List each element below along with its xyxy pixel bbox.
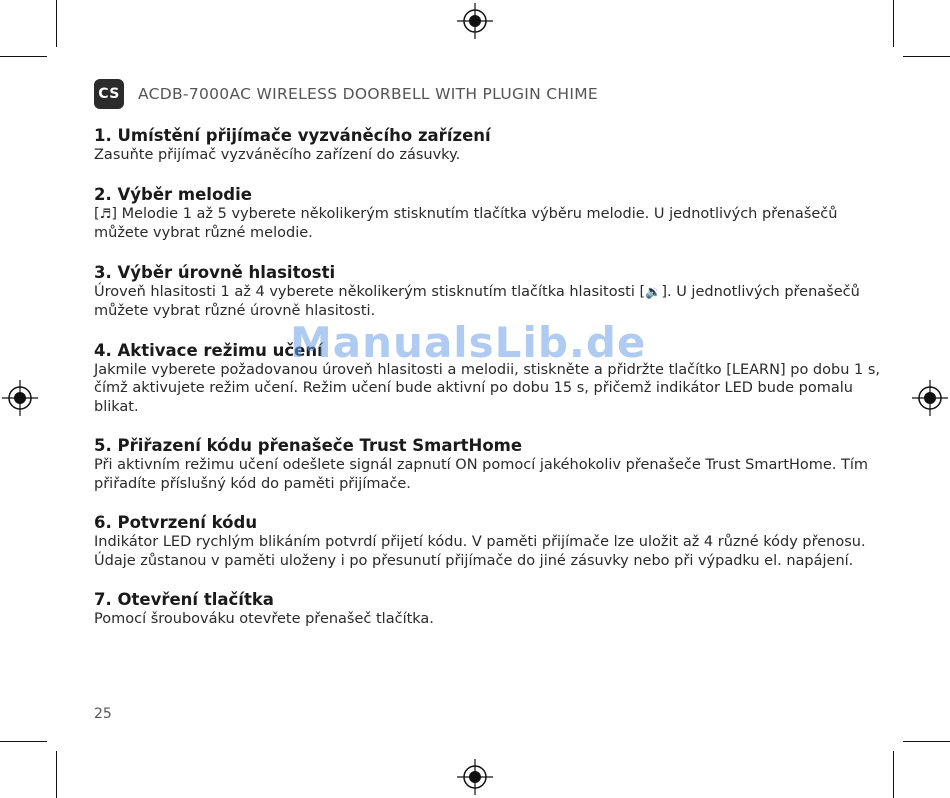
- section-body: [94, 205, 894, 243]
- page-header: [94, 79, 598, 109]
- section-heading: 5. Přiřazení kódu přenašeče Trust SmartHome: [94, 436, 523, 455]
- section-body: Jakmile vyberete požadovanou úroveň hlasitosti a melodii, stiskněte a přidržte tlačítko [LEARN] po dobu 1 s, čímž aktivujete režim učení. Režim učení bude aktivní po dobu 15 s, přičemž indikátor LED bude pomalu blikat.: [94, 361, 880, 415]
- section-volume: [94, 263, 894, 321]
- crop-mark: [893, 0, 894, 47]
- crop-mark: [56, 0, 57, 47]
- page-number: 25: [94, 706, 112, 722]
- crop-mark: [893, 751, 894, 798]
- section-body: [94, 283, 894, 321]
- crop-mark: [903, 56, 950, 57]
- document-title: ACDB-7000AC WIRELESS DOORBELL WITH PLUGIN CHIME: [138, 85, 598, 103]
- section-code-confirm: [94, 513, 894, 570]
- crop-mark: [903, 741, 950, 742]
- section-body-text: ] Melodie 1 až 5 vyberete několikerým stisknutím tlačítka výběru melodie. U jednotlivých přenašečů můžete vybrat různé melodie.: [94, 205, 838, 241]
- registration-mark-icon: [912, 380, 948, 416]
- section-heading: 6. Potvrzení kódu: [94, 513, 258, 532]
- section-body: Zasuňte přijímač vyzváněcího zařízení do zásuvky.: [94, 147, 461, 163]
- section-body: Pomocí šroubováku otevřete přenašeč tlačítka.: [94, 611, 434, 627]
- bracket-open: [: [94, 205, 100, 222]
- registration-mark-icon: [2, 380, 38, 416]
- section-heading: 4. Aktivace režimu učení: [94, 340, 323, 360]
- section-body-text: Úroveň hlasitosti 1 až 4 vyberete několikerým stisknutím tlačítka hlasitosti [: [94, 283, 646, 300]
- instructions-content: [94, 126, 894, 649]
- section-body: Při aktivním režimu učení odešlete signál zapnutí ON pomocí jakéhokoliv přenašeče Trust SmartHome. Tím přiřadíte příslušný kód do paměti přijímače.: [94, 457, 869, 492]
- registration-mark-icon: [457, 759, 493, 795]
- crop-mark: [0, 56, 47, 57]
- language-badge: CS: [94, 79, 124, 109]
- section-open-button: [94, 590, 894, 629]
- section-placement: [94, 126, 894, 165]
- section-melody: [94, 185, 894, 243]
- section-heading: 3. Výběr úrovně hlasitosti: [94, 262, 336, 282]
- crop-mark: [56, 751, 57, 798]
- section-body: Indikátor LED rychlým blikáním potvrdí přijetí kódu. V paměti přijímače lze uložit až 4 různé kódy přenosu. Údaje zůstanou v paměti uloženy i po přesunutí přijímače do jiné zásuvky nebo při výpadku el. napájení.: [94, 534, 866, 569]
- section-code-assign: [94, 436, 894, 493]
- section-body-suffix: ]. U jednotlivých přenašečů můžete vybrat různé úrovně hlasitosti.: [94, 283, 860, 319]
- section-learn-mode: [94, 341, 894, 417]
- crop-mark: [0, 741, 47, 742]
- section-heading: 1. Umístění přijímače vyzváněcího zařízení: [94, 126, 491, 145]
- section-heading: 7. Otevření tlačítka: [94, 590, 274, 609]
- music-note-icon: ♬: [99, 206, 112, 222]
- section-heading: 2. Výběr melodie: [94, 184, 252, 204]
- watermark: ManualsLib.de: [290, 318, 647, 367]
- registration-mark-icon: [457, 3, 493, 39]
- speaker-icon: 🔉: [645, 284, 662, 300]
